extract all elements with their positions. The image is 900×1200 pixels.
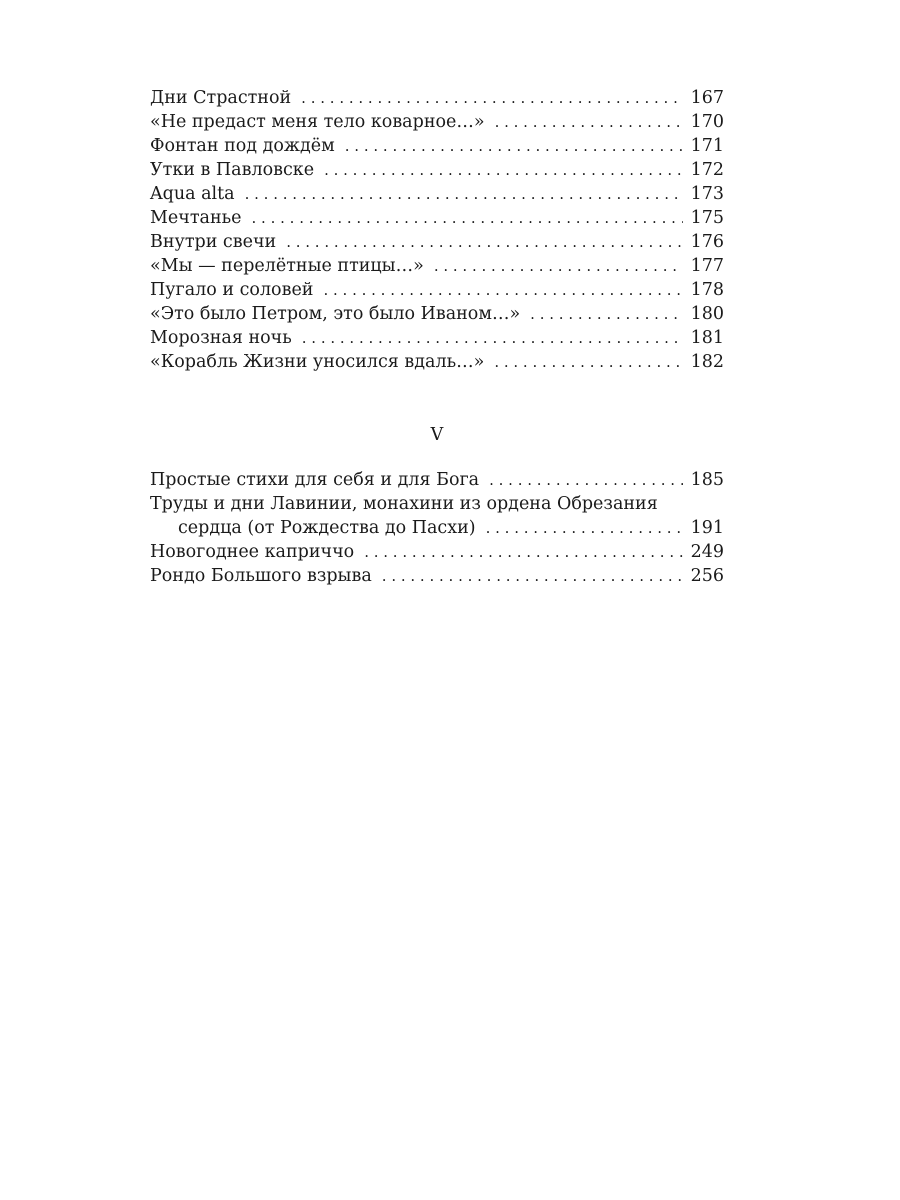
dot-leader xyxy=(252,206,683,230)
toc-entry xyxy=(150,326,724,350)
toc-entry xyxy=(150,564,724,588)
toc-entry-title: Дни Страстной xyxy=(150,88,292,108)
toc-entry-page: 181 xyxy=(690,328,724,348)
toc-entry-title: Рондо Большого взрыва xyxy=(150,566,372,586)
toc-entry xyxy=(150,206,724,230)
toc-entry-continuation xyxy=(150,516,724,540)
toc-entry-title: Фонтан под дождём xyxy=(150,136,335,156)
dot-leader xyxy=(434,254,683,278)
toc-entry xyxy=(150,492,724,516)
toc-entry-title: «Это было Петром, это было Иваном…» xyxy=(150,304,521,324)
dot-leader xyxy=(495,110,683,134)
section-heading-v: V xyxy=(430,425,444,445)
toc-entry-page: 173 xyxy=(690,184,724,204)
toc-entry-title: Aqua alta xyxy=(150,184,235,204)
toc-entry-page: 182 xyxy=(690,352,724,372)
dot-leader xyxy=(530,302,682,326)
dot-leader xyxy=(302,326,683,350)
toc-entry xyxy=(150,350,724,374)
toc-entry-page: 175 xyxy=(690,208,724,228)
toc-entry-page: 178 xyxy=(690,280,724,300)
toc-entry xyxy=(150,540,724,564)
toc-entry-page: 185 xyxy=(690,470,724,490)
toc-entry-title: Утки в Павловске xyxy=(150,160,315,180)
dot-leader xyxy=(286,230,682,254)
toc-entry-page: 249 xyxy=(690,542,724,562)
dot-leader xyxy=(364,540,682,564)
toc-entry xyxy=(150,468,724,492)
toc-entry-title: Морозная ночь xyxy=(150,328,292,348)
toc-entry-title: Простые стихи для себя и для Бога xyxy=(150,470,480,490)
toc-entry-title: «Не предаст меня тело коварное…» xyxy=(150,112,485,132)
toc-entry xyxy=(150,302,724,326)
toc-entry-page: 172 xyxy=(690,160,724,180)
dot-leader xyxy=(494,350,682,374)
toc-entry-title-continuation: сердца (от Рождества до Пасхи) xyxy=(178,518,476,538)
toc-section-v xyxy=(150,468,724,588)
toc-entry-page: 180 xyxy=(690,304,724,324)
toc-entry-title: Мечтанье xyxy=(150,208,242,228)
toc-entry-page: 167 xyxy=(690,88,724,108)
dot-leader xyxy=(324,158,683,182)
toc-entry-page: 191 xyxy=(690,518,724,538)
dot-leader xyxy=(486,516,683,540)
dot-leader xyxy=(489,468,683,492)
toc-entry xyxy=(150,134,724,158)
toc-entry-title: Новогоднее каприччо xyxy=(150,542,355,562)
dot-leader xyxy=(323,278,682,302)
toc-entry-title: «Мы — перелётные птицы…» xyxy=(150,256,424,276)
toc-entry-page: 177 xyxy=(690,256,724,276)
dot-leader xyxy=(245,182,683,206)
toc-section-iv-continued xyxy=(150,86,724,374)
toc-entry xyxy=(150,86,724,110)
toc-entry-page: 256 xyxy=(690,566,724,586)
toc-entry xyxy=(150,278,724,302)
toc-entry-title: Внутри свечи xyxy=(150,232,277,252)
toc-entry-title: Пугало и соловей xyxy=(150,280,314,300)
toc-entry xyxy=(150,182,724,206)
toc-entry-page: 176 xyxy=(690,232,724,252)
toc-entry-title: «Корабль Жизни уносился вдаль…» xyxy=(150,352,485,372)
toc-entry xyxy=(150,230,724,254)
toc-entry-page: 170 xyxy=(690,112,724,132)
dot-leader xyxy=(382,564,683,588)
toc-entry xyxy=(150,158,724,182)
toc-entry xyxy=(150,110,724,134)
dot-leader xyxy=(345,134,683,158)
dot-leader xyxy=(301,86,682,110)
toc-entry-title: Труды и дни Лавинии, монахини из ордена Обрезания xyxy=(150,494,658,514)
toc-entry xyxy=(150,254,724,278)
toc-entry-page: 171 xyxy=(690,136,724,156)
